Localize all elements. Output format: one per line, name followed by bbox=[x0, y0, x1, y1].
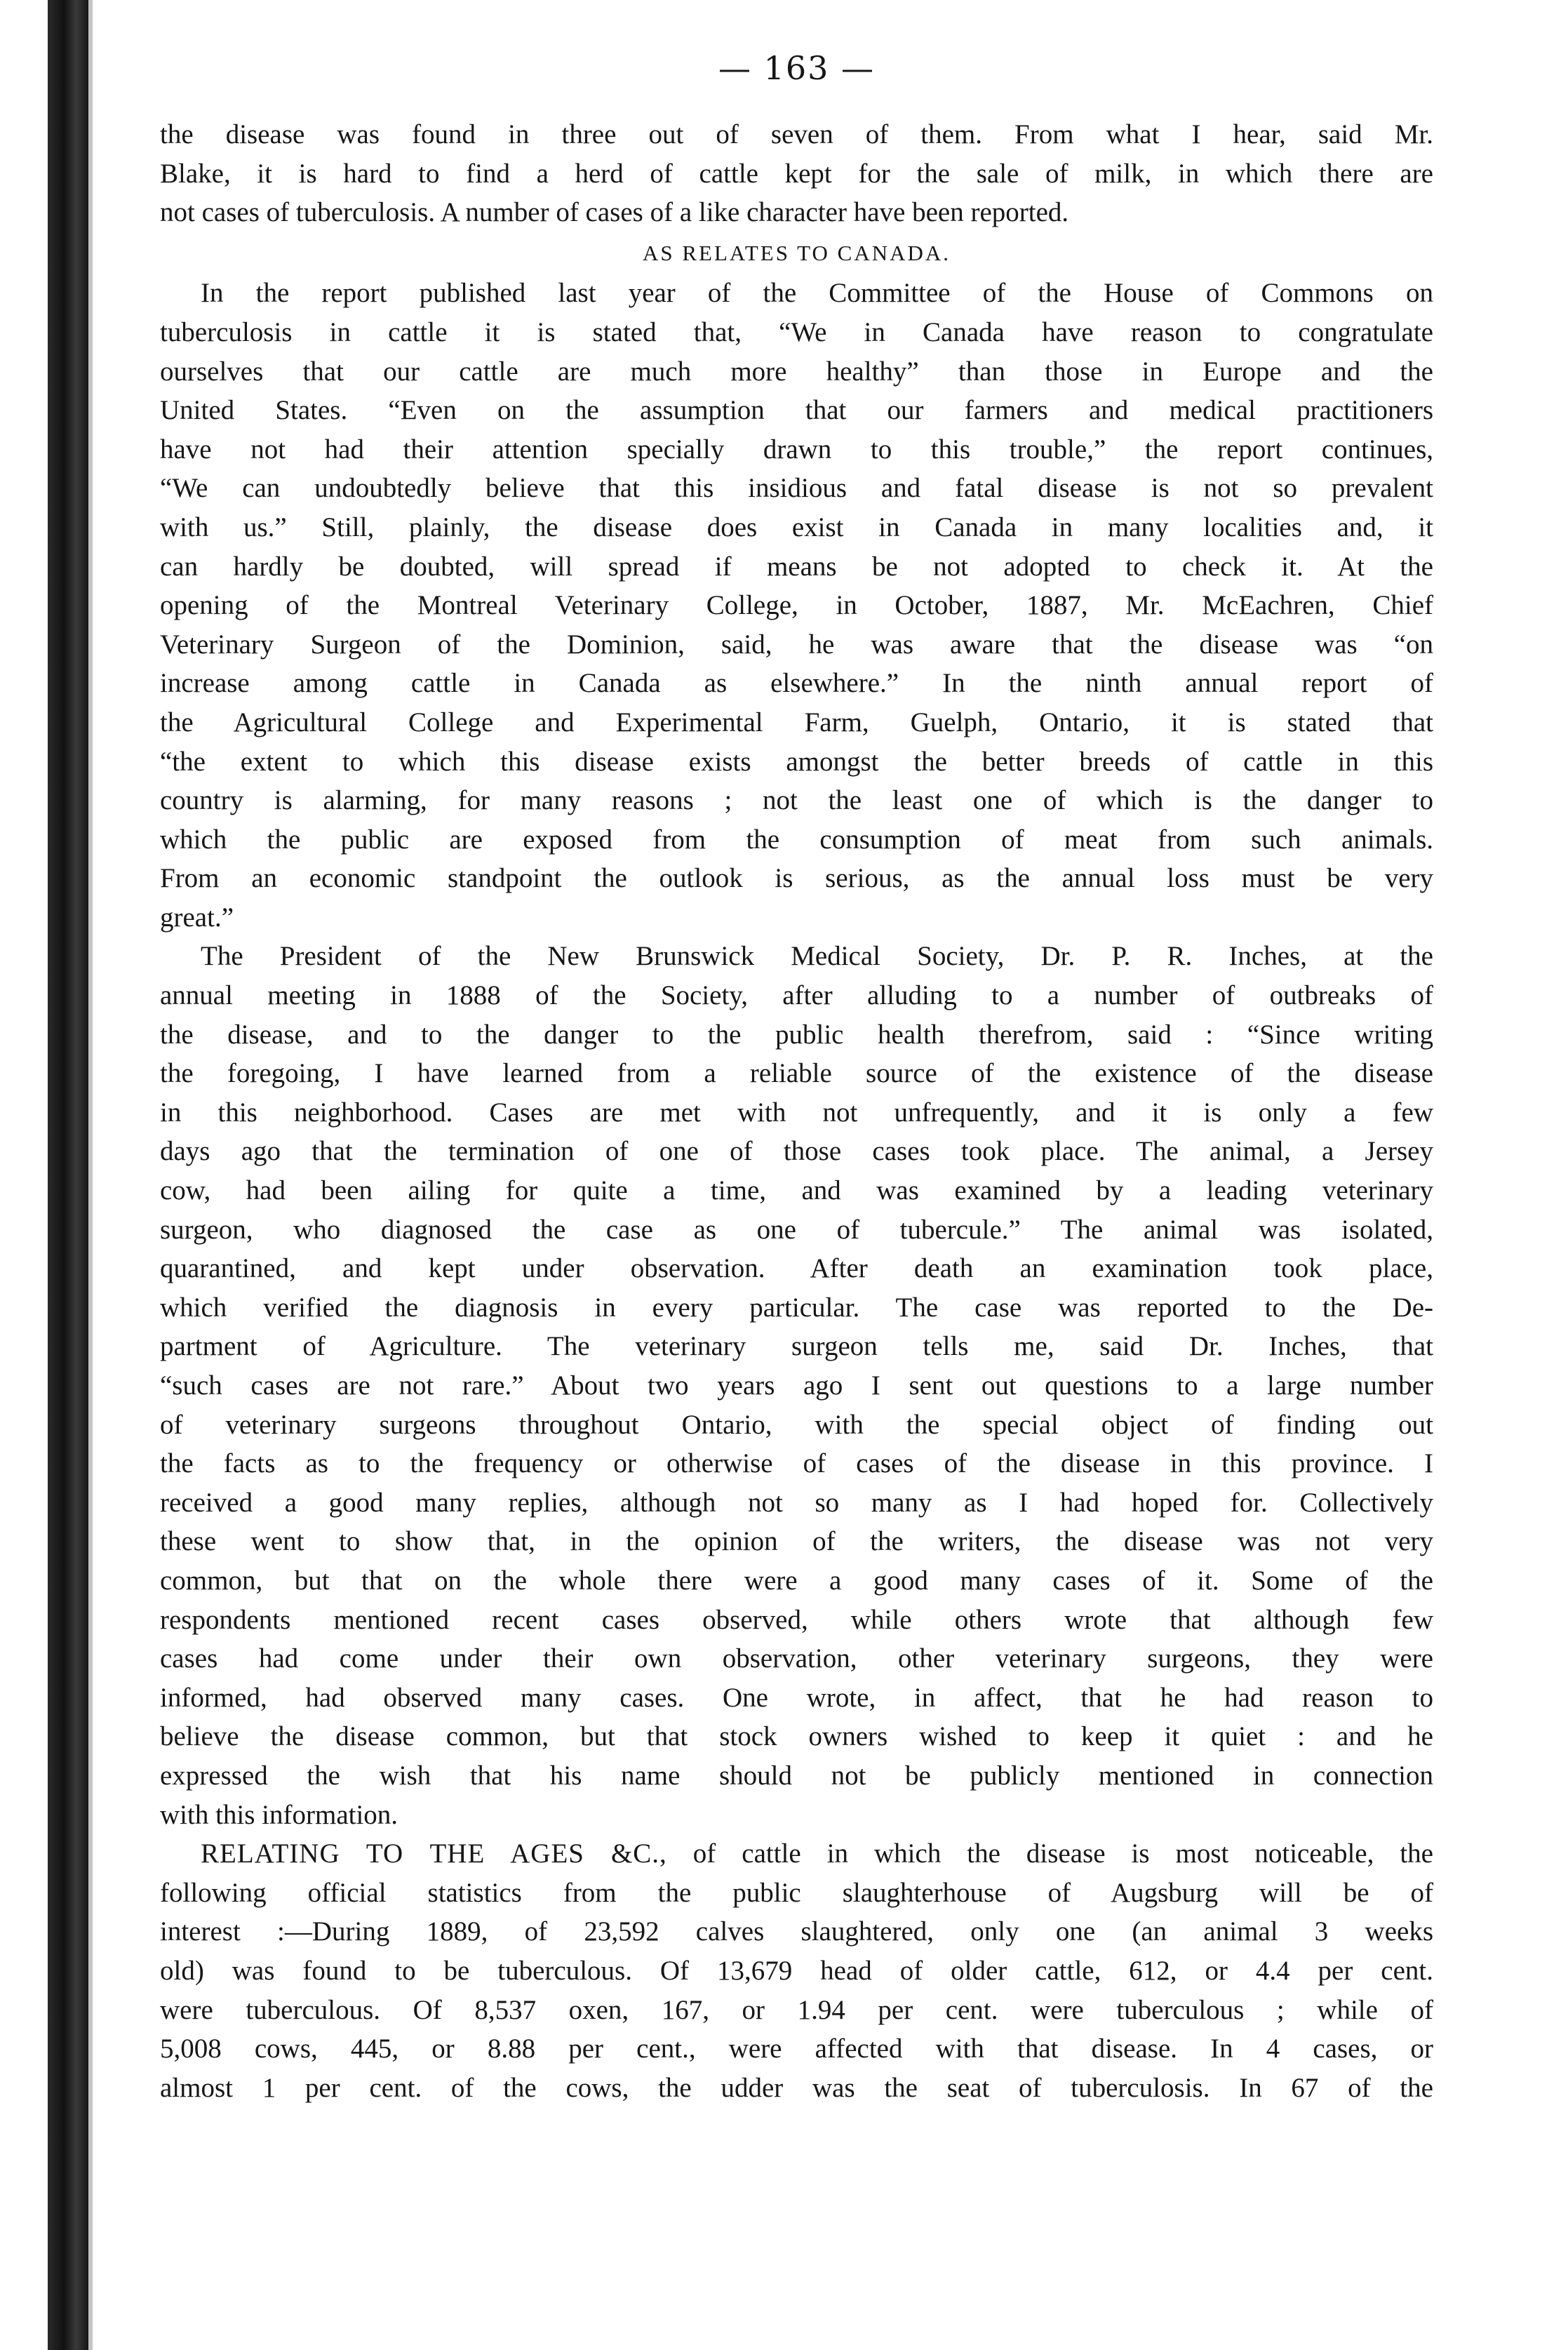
text-line: annual meeting in 1888 of the Society, after alluding to a number of outbreaks of bbox=[160, 980, 1433, 1011]
text-line: following official statistics from the public slaughterhouse of Augsburg will be of bbox=[160, 1877, 1433, 1908]
text-line: believe the disease common, but that stock owners wished to keep it quiet : and he bbox=[160, 1721, 1433, 1752]
text-line: days ago that the termination of one of those cases took place. The animal, a Jersey bbox=[160, 1136, 1433, 1167]
text-line: the disease, and to the danger to the public health therefrom, said : “Since writing bbox=[160, 1019, 1433, 1050]
text-line: expressed the wish that his name should not be publicly mentioned in connection bbox=[160, 1760, 1433, 1791]
text-line-rest: of cattle in which the disease is most noticeable, the bbox=[666, 1838, 1433, 1869]
text-line: the foregoing, I have learned from a reliable source of the existence of the disease bbox=[160, 1058, 1433, 1089]
text-line: “such cases are not rare.” About two years ago I sent out questions to a large number bbox=[160, 1370, 1433, 1401]
text-line: “We can undoubtedly believe that this insidious and fatal disease is not so prevalent bbox=[160, 473, 1433, 504]
text-line: From an economic standpoint the outlook is serious, as the annual loss must be very bbox=[160, 863, 1433, 894]
text-line: with this information. bbox=[160, 1799, 398, 1830]
page-number: — 163 — bbox=[718, 49, 876, 87]
text-line: which the public are exposed from the consumption of meat from such animals. bbox=[160, 824, 1433, 855]
paragraph-canada-report bbox=[160, 274, 1433, 937]
text-line: cow, had been ailing for quite a time, and was examined by a leading veterinary bbox=[160, 1175, 1433, 1206]
text-line: the Agricultural College and Experimental Farm, Guelph, Ontario, it is stated that bbox=[160, 707, 1433, 737]
text-line: The President of the New Brunswick Medical Society, Dr. P. R. Inches, at the bbox=[201, 941, 1433, 972]
paragraph-augsburg-statistics bbox=[160, 1834, 1433, 2107]
document-page bbox=[160, 49, 1433, 2107]
text-line: increase among cattle in Canada as elsewhere.” In the ninth annual report of bbox=[160, 668, 1433, 699]
text-line: ourselves that our cattle are much more healthy” than those in Europe and the bbox=[160, 356, 1433, 387]
text-line: United States. “Even on the assumption that our farmers and medical practitioners bbox=[160, 395, 1433, 426]
text-line: old) was found to be tuberculous. Of 13,679 head of older cattle, 612, or 4.4 per cent. bbox=[160, 1955, 1433, 1986]
text-line: can hardly be doubted, will spread if means be not adopted to check it. At the bbox=[160, 551, 1433, 582]
text-line: which verified the diagnosis in every particular. The case was reported to the De- bbox=[160, 1292, 1433, 1323]
text-line: informed, had observed many cases. One wrote, in affect, that he had reason to bbox=[160, 1682, 1433, 1713]
text-line: not cases of tuberculosis. A number of cases of a like character have been reported. bbox=[160, 197, 1069, 228]
text-line: tuberculosis in cattle it is stated that, “We in Canada have reason to congratulate bbox=[160, 316, 1433, 347]
text-line: Veterinary Surgeon of the Dominion, said, he was aware that the disease was “on bbox=[160, 629, 1433, 660]
text-line: opening of the Montreal Veterinary College, in October, 1887, Mr. McEachren, Chief bbox=[160, 590, 1433, 621]
text-line: the disease was found in three out of seven of them. From what I hear, said Mr. bbox=[160, 119, 1433, 149]
text-line bbox=[160, 1834, 1433, 1874]
text-line: in this neighborhood. Cases are met with not unfrequently, and it is only a few bbox=[160, 1097, 1433, 1128]
text-line: of veterinary surgeons throughout Ontario, with the special object of finding out bbox=[160, 1409, 1433, 1440]
text-line: these went to show that, in the opinion of the writers, the disease was not very bbox=[160, 1526, 1433, 1557]
book-spine-shadow bbox=[48, 0, 88, 2350]
text-line: interest :—During 1889, of 23,592 calves slaughtered, only one (an animal 3 weeks bbox=[160, 1916, 1433, 1947]
text-line: with us.” Still, plainly, the disease does exist in Canada in many localities and, it bbox=[160, 512, 1433, 542]
paragraph-lead-in: RELATING TO THE AGES &C., bbox=[201, 1838, 667, 1869]
book-spine-edge bbox=[88, 0, 93, 2350]
text-line: were tuberculous. Of 8,537 oxen, 167, or 1.94 per cent. were tuberculous ; while of bbox=[160, 1994, 1433, 2025]
text-line: have not had their attention specially drawn to this trouble,” the report continues, bbox=[160, 434, 1433, 465]
text-line: quarantined, and kept under observation. After death an examination took place, bbox=[160, 1253, 1433, 1284]
text-line: received a good many replies, although not so many as I had hoped for. Collectively bbox=[160, 1487, 1433, 1518]
text-line: the facts as to the frequency or otherwise of cases of the disease in this province. I bbox=[160, 1448, 1433, 1479]
text-line: respondents mentioned recent cases observed, while others wrote that although few bbox=[160, 1604, 1433, 1635]
text-line: “the extent to which this disease exists amongst the better breeds of cattle in this bbox=[160, 746, 1433, 777]
paragraph-new-brunswick bbox=[160, 937, 1433, 1834]
text-line: Blake, it is hard to find a herd of cattle kept for the sale of milk, in which there are bbox=[160, 158, 1433, 189]
text-line: cases had come under their own observation, other veterinary surgeons, they were bbox=[160, 1643, 1433, 1674]
text-line: country is alarming, for many reasons ; not the least one of which is the danger to bbox=[160, 785, 1433, 816]
text-line: common, but that on the whole there were a good many cases of it. Some of the bbox=[160, 1565, 1433, 1596]
section-heading: AS RELATES TO CANADA. bbox=[642, 240, 951, 265]
text-line: In the report published last year of the Committee of the House of Commons on bbox=[201, 278, 1433, 309]
text-line: 5,008 cows, 445, or 8.88 per cent., were affected with that disease. In 4 cases, or bbox=[160, 2034, 1433, 2064]
paragraph-continued bbox=[160, 115, 1433, 232]
text-line: great.” bbox=[160, 902, 234, 933]
text-line: surgeon, who diagnosed the case as one of tubercule.” The animal was isolated, bbox=[160, 1214, 1433, 1245]
text-line: partment of Agriculture. The veterinary surgeon tells me, said Dr. Inches, that bbox=[160, 1331, 1433, 1362]
text-line: almost 1 per cent. of the cows, the udder was the seat of tuberculosis. In 67 of the bbox=[160, 2072, 1433, 2103]
